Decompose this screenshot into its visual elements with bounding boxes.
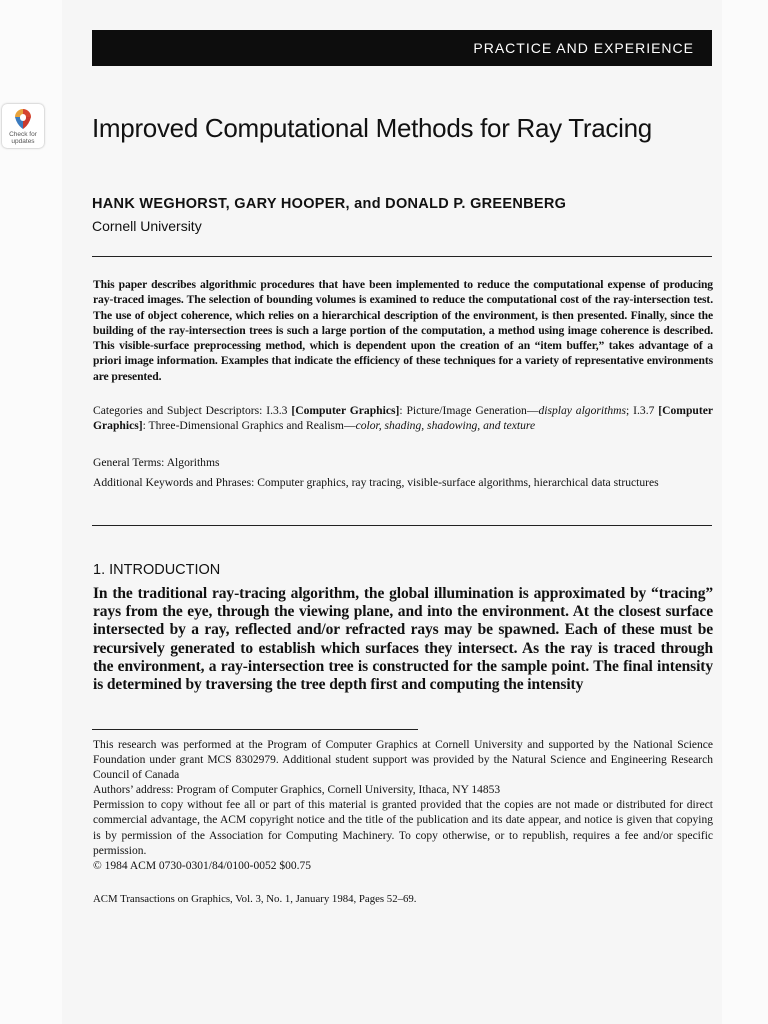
footnote-address: Authors’ address: Program of Computer Graphics, Cornell University, Ithaca, NY 14853 xyxy=(93,784,501,797)
abstract: This paper describes algorithmic procedures that have been implemented to reduce the computational expense of producing ray-traced images. The selection of bounding volumes is examined to reduce the computational cost of the ray-intersection test. The use of object coherence, which relies on a hierarchical description of the environment, is then presented. Finally, since the building of the ray-intersection trees is such a large portion of the computation, a method using image coherence is described. This visible-surface preprocessing method, which is dependent upon the creation of an “item buffer,” takes advantage of a priori image information. Examples that indicate the efficiency of these techniques for a variety of representative environments are presented. xyxy=(93,278,713,383)
divider-top xyxy=(92,256,712,257)
journal-citation: ACM Transactions on Graphics, Vol. 3, No. 1, January 1984, Pages 52–69. xyxy=(93,893,417,905)
general-terms-label: General Terms: xyxy=(93,456,165,469)
badge-label: Check for updates xyxy=(9,131,37,145)
footnotes xyxy=(93,738,713,874)
general-terms-block xyxy=(93,455,713,470)
section-heading: 1. INTRODUCTION xyxy=(93,562,221,578)
footnote-research: This research was performed at the Program of Computer Graphics at Cornell University and supported by the National Science Foundation under grant MCS 8302979. Additional student support was provided by the Natural Science and Engineering Research Council of Canada xyxy=(93,739,713,782)
intro-paragraph: In the traditional ray-tracing algorithm, the global illumination is approximated by “tracing” rays from the eye, through the viewing plane, and into the environment. At the closest surface intersected by a ray, reflected and/or refracted rays may be spawned. Each of these must be recursively generated to establish which surfaces they intersect. As the ray is traced through the environment, a ray-intersection tree is constructed for the sample point. The final intensity is determined by traversing the tree depth first and computing the intensity xyxy=(93,585,713,694)
category-1-code: I.3.3 xyxy=(266,404,288,417)
affiliation: Cornell University xyxy=(92,218,202,234)
keywords-block xyxy=(93,475,713,490)
category-1-desc: Picture/Image Generation— xyxy=(406,404,539,417)
category-2-area: [Computer Graphics] xyxy=(93,404,714,433)
footnote-rule xyxy=(92,729,418,730)
category-1-topic: display algorithms xyxy=(538,404,627,417)
category-2-desc: Three-Dimensional Graphics and Realism— xyxy=(148,419,356,433)
paper-title: Improved Computational Methods for Ray Tracing xyxy=(92,113,652,143)
keywords-value: Computer graphics, ray tracing, visible-surface algorithms, hierarchical data structures xyxy=(257,476,659,489)
category-2-code: I.3.7 xyxy=(633,404,655,417)
footnote-permission: Permission to copy without fee all or part of this material is granted provided that the copies are not made or distributed for direct commercial advantage, the ACM copyright notice and the title of the publication and its date appear, and notice is given that copying is by permission of the Association for Computing Machinery. To copy otherwise, or to republish, requires a fee and/or specific permission. xyxy=(93,799,713,857)
check-for-updates-badge[interactable] xyxy=(2,104,44,148)
header-banner xyxy=(92,30,712,66)
general-terms-value: Algorithms xyxy=(166,456,220,469)
category-1-area: [Computer Graphics] xyxy=(291,404,400,417)
banner-label: PRACTICE AND EXPERIENCE xyxy=(473,40,694,56)
categories-label: Categories and Subject Descriptors: xyxy=(93,404,263,417)
keywords-label: Additional Keywords and Phrases: xyxy=(93,476,255,489)
author-list: HANK WEGHORST, GARY HOOPER, and DONALD P. GREENBERG xyxy=(92,196,567,212)
divider-bottom xyxy=(92,525,712,526)
categories-block: Categories and Subject Descriptors: I.3.3 [Computer Graphics]: Picture/Image Generation—display algorithms; I.3.7 [Computer Graphics]: Three-Dimensional Graphics and Realism—color, shading, shadowing, and texture xyxy=(93,404,714,433)
check-for-updates-icon xyxy=(13,108,33,130)
category-2-topic: color, shading, shadowing, and texture xyxy=(355,419,536,433)
footnote-copyright: © 1984 ACM 0730-0301/84/0100-0052 $00.75 xyxy=(93,859,311,872)
